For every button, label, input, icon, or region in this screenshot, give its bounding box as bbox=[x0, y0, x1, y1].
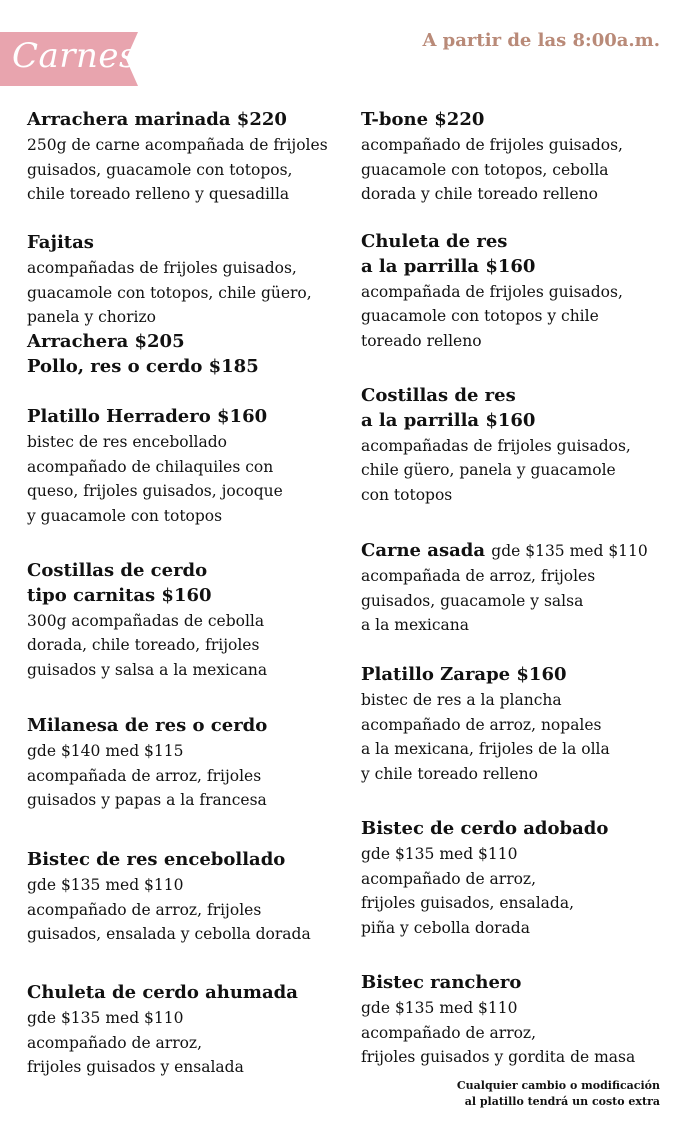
item-desc: frijoles guisados y gordita de masa bbox=[361, 1048, 636, 1067]
footer-line: al platillo tendrá un costo extra bbox=[464, 1095, 660, 1108]
item-desc: acompañadas de frijoles guisados, bbox=[361, 436, 631, 455]
item-desc: bistec de res a la plancha bbox=[361, 690, 562, 709]
item-desc: dorada y chile toreado relleno bbox=[361, 185, 598, 204]
item-desc: acompañado de arroz, nopales bbox=[361, 715, 602, 734]
item-name: Platillo Herradero $160 bbox=[27, 406, 268, 427]
item-desc: acompañada de frijoles guisados, bbox=[361, 282, 623, 301]
menu-item-costillas-de-cerdo bbox=[27, 559, 347, 683]
item-name: Arrachera marinada $220 bbox=[27, 109, 287, 130]
item-desc: bistec de res encebollado bbox=[27, 432, 228, 451]
menu-item-bistec-ranchero bbox=[361, 971, 666, 1070]
item-desc: acompañada de arroz, frijoles bbox=[27, 766, 262, 785]
item-name: Chuleta de res bbox=[361, 231, 508, 252]
item-desc: guisados, ensalada y cebolla dorada bbox=[27, 925, 311, 944]
item-desc: gde $135 med $110 bbox=[27, 875, 184, 894]
item-desc: 250g de carne acompañada de frijoles bbox=[27, 135, 328, 154]
item-desc: toreado relleno bbox=[361, 332, 482, 351]
item-desc: guacamole con totopos, cebolla bbox=[361, 160, 609, 179]
item-desc: acompañado de arroz, bbox=[361, 869, 537, 888]
item-desc: acompañado de arroz, frijoles bbox=[27, 900, 262, 919]
menu-item-milanesa bbox=[27, 714, 347, 813]
menu-item-fajitas bbox=[27, 231, 347, 380]
title-banner bbox=[0, 30, 138, 86]
item-name: Costillas de res bbox=[361, 385, 516, 406]
item-name: Bistec de cerdo adobado bbox=[361, 818, 609, 839]
item-desc: frijoles guisados, ensalada, bbox=[361, 894, 575, 913]
menu-item-chuleta-de-cerdo-ahumada bbox=[27, 981, 347, 1080]
item-name: a la parrilla $160 bbox=[361, 409, 536, 431]
menu-item-platillo-herradero bbox=[27, 405, 347, 529]
item-desc: guisados y papas a la francesa bbox=[27, 791, 267, 810]
item-desc: chile güero, panela y guacamole bbox=[361, 461, 616, 480]
menu-item-bistec-de-res-encebollado bbox=[27, 848, 347, 947]
item-desc: piña y cebolla dorada bbox=[361, 919, 530, 938]
item-desc: chile toreado relleno y quesadilla bbox=[27, 185, 290, 204]
item-desc: con totopos bbox=[361, 486, 453, 505]
item-price: gde $135 med $110 bbox=[491, 542, 648, 560]
item-desc: guacamole con totopos y chile bbox=[361, 307, 599, 326]
item-desc: acompañado de arroz, bbox=[361, 1023, 537, 1042]
menu-item-bistec-de-cerdo-adobado bbox=[361, 817, 666, 941]
menu-item-t-bone bbox=[361, 108, 666, 207]
item-desc: acompañado de chilaquiles con bbox=[27, 457, 274, 476]
menu-item-platillo-zarape bbox=[361, 663, 666, 787]
item-desc: gde $135 med $110 bbox=[27, 1008, 184, 1027]
item-desc: gde $135 med $110 bbox=[361, 998, 518, 1017]
item-name: Costillas de cerdo bbox=[27, 560, 208, 581]
item-desc: panela y chorizo bbox=[27, 308, 156, 327]
footer-note bbox=[457, 1078, 660, 1110]
service-hours: A partir de las 8:00a.m. bbox=[422, 30, 660, 51]
item-desc: y chile toreado relleno bbox=[361, 765, 538, 784]
item-desc: acompañada de arroz, frijoles bbox=[361, 566, 596, 585]
item-desc: gde $140 med $115 bbox=[27, 741, 184, 760]
item-desc: a la mexicana bbox=[361, 616, 470, 635]
item-desc: guisados, guacamole con totopos, bbox=[27, 160, 293, 179]
item-desc: acompañado de arroz, bbox=[27, 1033, 203, 1052]
item-name: Bistec de res encebollado bbox=[27, 849, 286, 870]
menu-item-chuleta-de-res bbox=[361, 230, 666, 354]
item-name-row bbox=[361, 539, 666, 564]
item-desc: guisados y salsa a la mexicana bbox=[27, 661, 268, 680]
item-name: Chuleta de cerdo ahumada bbox=[27, 982, 298, 1003]
item-desc: dorada, chile toreado, frijoles bbox=[27, 636, 260, 655]
item-desc: guacamole con totopos, chile güero, bbox=[27, 283, 312, 302]
item-desc: queso, frijoles guisados, jocoque bbox=[27, 482, 283, 501]
item-desc: guisados, guacamole y salsa bbox=[361, 591, 584, 610]
item-name: T-bone $220 bbox=[361, 109, 485, 130]
item-name: Fajitas bbox=[27, 232, 94, 253]
menu-item-carne-asada bbox=[361, 539, 666, 638]
item-name: Platillo Zarape $160 bbox=[361, 664, 567, 685]
menu-item-arrachera-marinada bbox=[27, 108, 347, 207]
item-name: a la parrilla $160 bbox=[361, 255, 536, 277]
item-desc: frijoles guisados y ensalada bbox=[27, 1058, 244, 1077]
item-name: Milanesa de res o cerdo bbox=[27, 715, 268, 736]
item-name: tipo carnitas $160 bbox=[27, 584, 212, 606]
footer-line: Cualquier cambio o modificación bbox=[456, 1079, 660, 1092]
item-desc: a la mexicana, frijoles de la olla bbox=[361, 740, 610, 759]
section-title: Carnes bbox=[12, 36, 138, 76]
item-desc: acompañadas de frijoles guisados, bbox=[27, 258, 297, 277]
item-name: Carne asada bbox=[361, 540, 485, 561]
item-desc: y guacamole con totopos bbox=[27, 507, 223, 526]
menu-item-costillas-de-res bbox=[361, 384, 666, 508]
item-desc: acompañado de frijoles guisados, bbox=[361, 135, 623, 154]
item-name: Bistec ranchero bbox=[361, 972, 522, 993]
item-variant-price: Pollo, res o cerdo $185 bbox=[27, 355, 259, 377]
item-variant-price: Arrachera $205 bbox=[27, 331, 185, 353]
item-desc: gde $135 med $110 bbox=[361, 844, 518, 863]
item-desc: 300g acompañadas de cebolla bbox=[27, 611, 265, 630]
